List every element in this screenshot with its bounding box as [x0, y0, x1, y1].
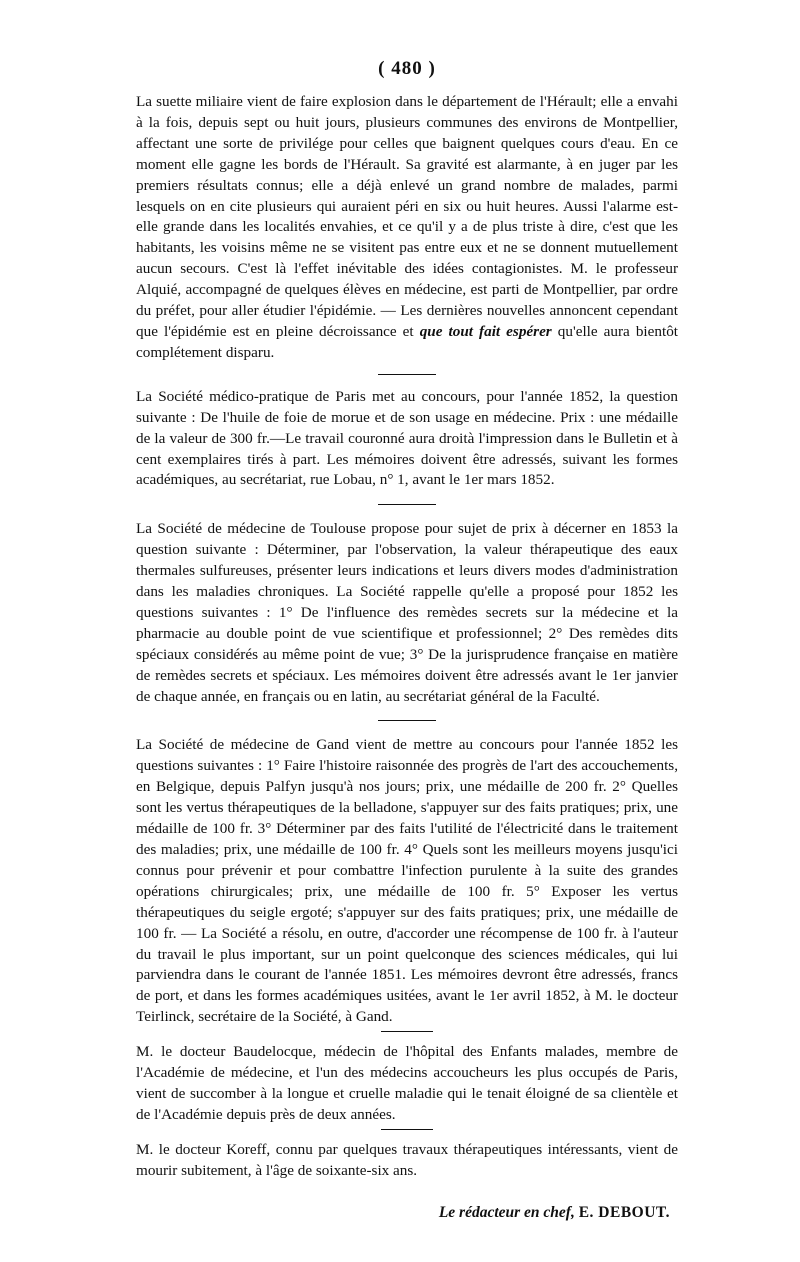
- document-page: [136, 58, 678, 1222]
- article-text: La suette miliaire vient de faire explosion dans le département de l'Hérault; elle a envahi à la fois, depuis sept ou huit jours, plusieurs communes des environs de Montpellier, affectant une sorte de privilége pour celles que baignent quelques cours d'eau. En ce moment elle gagne les bords de l'Hérault. Sa gravité est alarmante, à en juger par les premiers résultats connus; elle a déjà enlevé un grand nombre de malades, parmi lesquels on en cite plusieurs qui auraient péri en six ou huit heures. Aussi l'alarme est-elle grande dans les localités envahies, et ce qu'il y a de plus triste à dire, c'est que les habitants, les voisins même ne se visitent pas entre eux et ne se donnent mutuellement aucun secours. C'est là l'effet inévitable des idées contagionistes. M. le professeur Alquié, accompagné de quelques élèves en médecine, est parti de Montpellier, par ordre du préfet, pour aller étudier l'épidémie. — Les dernières nouvelles annoncent cependant que l'épidémie est en pleine décroissance et: [136, 93, 678, 340]
- page-number: ( 480 ): [378, 58, 436, 79]
- article-societe-toulouse: La Société de médecine de Toulouse propose pour sujet de prix à décerner en 1853 la question suivante : Déterminer, par l'observation, la valeur thérapeutique des eaux thermales sulfureuses, présenter leurs indications et leurs divers modes d'administration dans les maladies chroniques. La Société rappelle qu'elle a proposé pour 1852 les questions suivantes : 1° De l'influence des remèdes secrets sur la médecine et la pharmacie au double point de vue scientifique et professionnel; 2° Des remèdes dits spéciaux considérés au même point de vue; 3° De la jurisprudence française en matière de remèdes secrets et spéciaux. Les mémoires doivent être adressés avant le 1er janvier de chaque année, en français ou en latin, au secrétariat général de la Faculté.: [136, 520, 678, 705]
- divider-rule: [378, 374, 436, 375]
- article-italic-phrase: que tout fait espérer: [419, 322, 552, 340]
- article-suette-miliaire: [136, 92, 678, 364]
- signature-name: E. DEBOUT.: [578, 1203, 670, 1221]
- divider-rule: [381, 1031, 433, 1032]
- article-baudelocque: M. le docteur Baudelocque, médecin de l'hôpital des Enfants malades, membre de l'Académie de médecine, et l'un des médecins accoucheurs les plus occupés de Paris, vient de succomber à la longue et cruelle maladie qui le tenait éloigné de sa clientèle et de l'Académie depuis près de deux années.: [136, 1043, 678, 1123]
- signature-role: Le rédacteur en chef,: [438, 1203, 575, 1221]
- article-koreff: M. le docteur Koreff, connu par quelques travaux thérapeutiques intéressants, vient de mourir subitement, à l'âge de soixante-six ans.: [136, 1140, 678, 1179]
- divider-rule: [378, 504, 436, 505]
- divider-rule: [381, 1129, 433, 1130]
- article-text-tail: qu'elle aura bientôt complétement disparu.: [136, 322, 679, 361]
- article-societe-medico-pratique: La Société médico-pratique de Paris met au concours, pour l'année 1852, la question suivante : De l'huile de foie de morue et de son usage en médecine. Prix : une médaille de la valeur de 300 fr.—Le travail couronné aura droità l'impression dans le Bulletin et à cent exemplaires tirés à part. Les mémoires doivent être adressés, suivant les formes académiques, au secrétariat, rue Lobau, n° 1, avant le 1er mars 1852.: [136, 387, 678, 489]
- article-societe-gand: La Société de médecine de Gand vient de mettre au concours pour l'année 1852 les questions suivantes : 1° Faire l'histoire raisonnée des progrès de l'art des accouchements, en Belgique, depuis Palfyn jusqu'à nos jours; prix, une médaille de 200 fr. 2° Quelles sont les vertus thérapeutiques de la belladone, s'appuyer sur des faits pratiques; prix, une médaille de 100 fr. 3° Déterminer par des faits l'utilité de l'électricité dans le traitement des maladies; prix, une médaille de 100 fr. 4° Quels sont les meilleurs moyens jusqu'ici connus pour prévenir et pour combattre l'infection purulente à la suite des grandes opérations chirurgicales; prix, une médaille de 100 fr. 5° Exposer les vertus thérapeutiques du seigle ergoté; s'appuyer sur des faits pratiques; prix, une médaille de 100 fr. — La Société a résolu, en outre, d'accorder une récompense de 100 fr. à l'auteur du travail le plus important, sur un point quelconque des sciences médicales, qui lui parviendra dans le courant de l'année 1851. Les mémoires devront être adressés, francs de port, et dans les formes académiques usitées, avant le 1er avril 1852, à M. le docteur Teirlinck, secrétaire de la Société, à Gand.: [136, 736, 678, 1026]
- divider-rule: [378, 720, 436, 721]
- signature: [136, 1204, 678, 1222]
